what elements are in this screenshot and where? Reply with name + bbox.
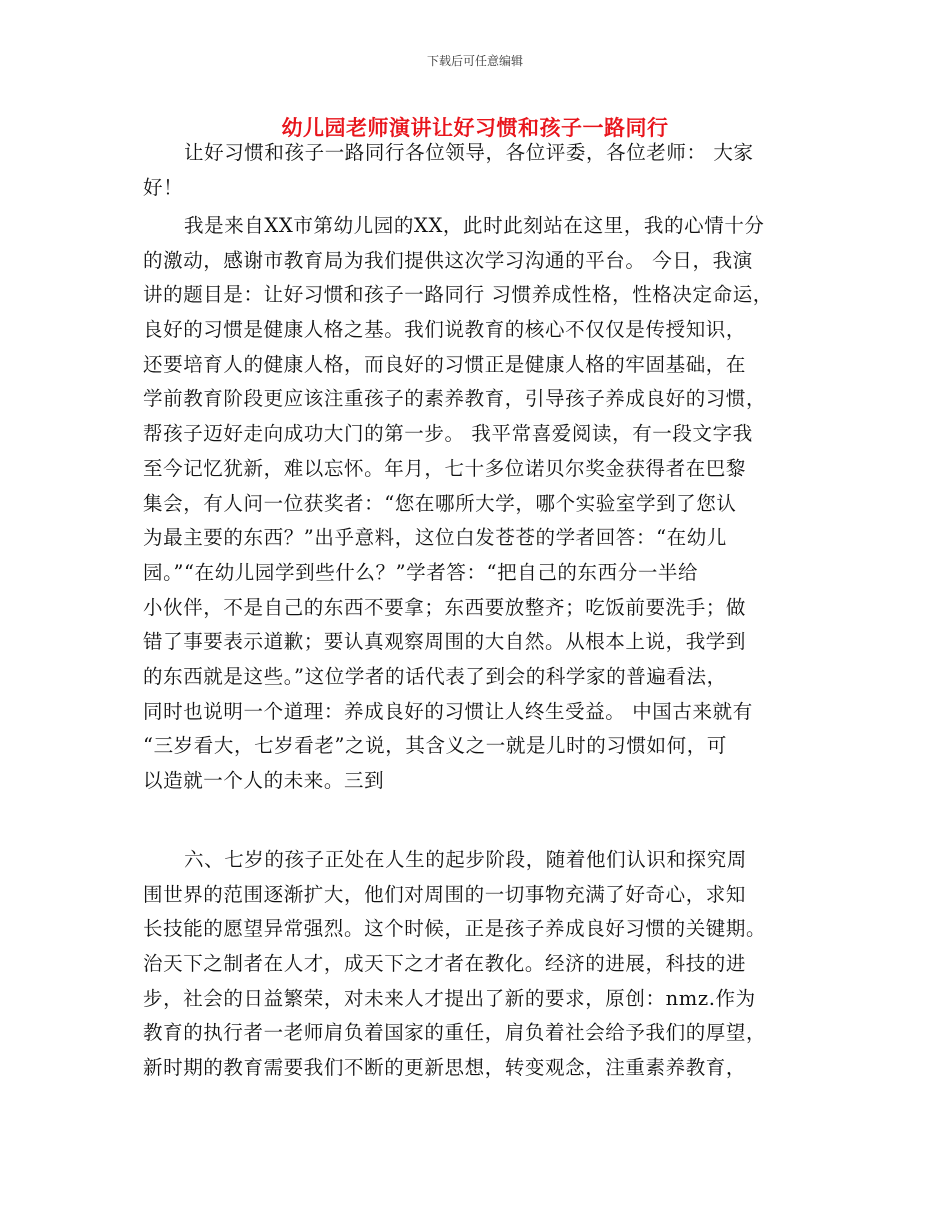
text-line: 步，社会的日益繁荣，对未来人才提出了新的要求，原创：nmz.作为 <box>143 986 756 1010</box>
text-line: 让好习惯和孩子一路同行各位领导，各位评委，各位老师： 大家 <box>184 141 754 164</box>
text-line: 同时也说明一个道理：养成良好的习惯让人终生受益。 中国古来就有 <box>143 699 753 723</box>
text-line: 集会，有人问一位获奖者：“您在哪所大学，哪个实验室学到了您认 <box>143 491 737 515</box>
text-line: 讲的题目是：让好习惯和孩子一路同行 习惯养成性格，性格决定命运， <box>143 283 773 307</box>
text-line: “三岁看大，七岁看老”之说，其含义之一就是儿时的习惯如何，可 <box>143 734 727 758</box>
text-line: 六、七岁的孩子正处在人生的起步阶段，随着他们认识和探究周 <box>184 848 747 871</box>
text-line: 好！ <box>143 175 184 199</box>
text-line: 新时期的教育需要我们不断的更新思想，转变观念，注重素养教育， <box>143 1056 747 1080</box>
text-line: 良好的习惯是健康人格之基。我们说教育的核心不仅仅是传授知识， <box>143 318 747 342</box>
paragraph-2 <box>143 209 813 799</box>
text-line: 还要培育人的健康人格，而良好的习惯正是健康人格的牢固基础，在 <box>143 352 747 376</box>
text-line: 学前教育阶段更应该注重孩子的素养教育，引导孩子养成良好的习惯， <box>143 387 767 411</box>
text-line: 为最主要的东西？”出乎意料，这位白发苍苍的学者回答：“在幼儿 <box>143 526 727 550</box>
text-line: 错了事要表示道歉；要认真观察周围的大自然。从根本上说，我学到 <box>143 630 747 654</box>
text-line: 围世界的范围逐渐扩大，他们对周围的一切事物充满了好奇心，求知 <box>143 882 747 906</box>
text-line: 园。”“在幼儿园学到些什么？”学者答：“把自己的东西分一半给 <box>143 560 699 584</box>
text-line: 治天下之制者在人才，成天下之才者在教化。经济的进展，科技的进 <box>143 952 747 976</box>
document-title: 幼儿园老师演讲让好习惯和孩子一路同行 <box>281 116 669 140</box>
text-line: 长技能的愿望异常强烈。这个时候，正是孩子养成良好习惯的关键期。 <box>143 917 767 941</box>
text-line: 至今记忆犹新，难以忘怀。年月，七十多位诺贝尔奖金获得者在巴黎 <box>143 456 747 480</box>
paragraph-1 <box>143 136 813 205</box>
text-line: 的激动，感谢市教育局为我们提供这次学习沟通的平台。 今日，我演 <box>143 248 753 272</box>
text-line: 的东西就是这些。”这位学者的话代表了到会的科学家的普遍看法， <box>143 664 727 688</box>
text-line: 教育的执行者一老师肩负着国家的重任，肩负着社会给予我们的厚望， <box>143 1021 767 1045</box>
text-line: 我是来自XX市第幼儿园的XX，此时此刻站在这里，我的心情十分 <box>184 214 765 237</box>
page-header-note: 下载后可任意编辑 <box>426 54 523 68</box>
text-line: 小伙伴，不是自己的东西不要拿；东西要放整齐；吃饭前要洗手；做 <box>143 595 747 619</box>
text-line: 帮孩子迈好走向成功大门的第一步。 我平常喜爱阅读，有一段文字我 <box>143 422 753 446</box>
text-line: 以造就一个人的未来。三到 <box>143 769 385 792</box>
paragraph-3 <box>143 843 813 1086</box>
